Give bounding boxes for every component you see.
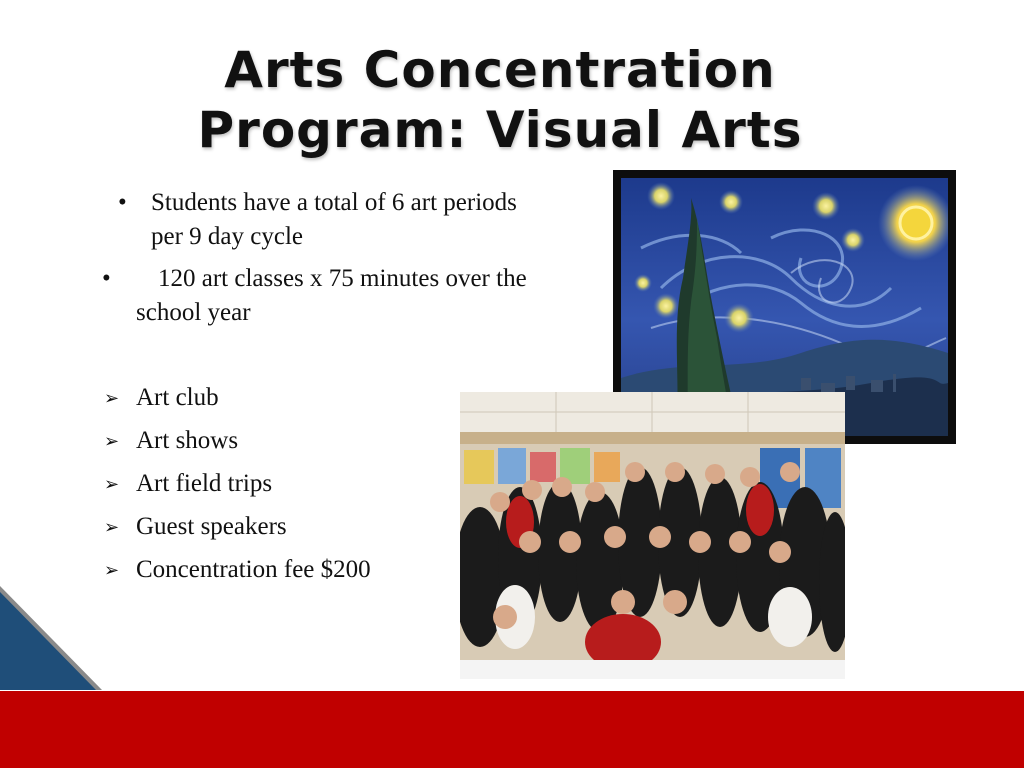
feature-item	[104, 466, 464, 509]
feature-text: Concentration fee $200	[136, 556, 371, 583]
bullet-marker: •	[102, 265, 111, 292]
arrow-bullet-icon: ➢	[104, 474, 120, 495]
bullet-text: Students have a total of 6 art periods per 9 day cycle	[151, 189, 517, 250]
bullet-item	[102, 262, 542, 330]
photo-image	[460, 392, 845, 679]
feature-item	[104, 423, 464, 466]
corner-triangle-decoration	[0, 586, 110, 696]
feature-text: Guest speakers	[136, 513, 287, 540]
arrow-bullet-icon: ➢	[104, 517, 120, 538]
arrow-bullet-icon: ➢	[104, 560, 120, 581]
slide-title-line-1: Arts Concentration	[224, 41, 776, 99]
footer-text: Laval Junior High School ● Sir Wilfrid Laurier School Board	[251, 15, 773, 37]
footer-bar	[0, 691, 1024, 768]
bullet-item	[118, 186, 538, 254]
footer	[0, 0, 1024, 100]
feature-text: Art shows	[136, 427, 239, 454]
feature-item	[104, 552, 464, 595]
feature-list	[104, 380, 464, 595]
bullet-text: 120 art classes x 75 minutes over the school year	[136, 265, 527, 326]
slide-title-line-2: Program: Visual Arts	[197, 101, 803, 159]
feature-text: Art field trips	[136, 470, 273, 497]
arrow-bullet-icon: ➢	[104, 431, 120, 452]
bullet-marker: •	[118, 189, 127, 216]
feature-text: Art club	[136, 384, 219, 411]
arrow-bullet-icon: ➢	[104, 388, 120, 409]
feature-item	[104, 509, 464, 552]
student-group-photo	[460, 392, 845, 679]
feature-item	[104, 380, 464, 423]
